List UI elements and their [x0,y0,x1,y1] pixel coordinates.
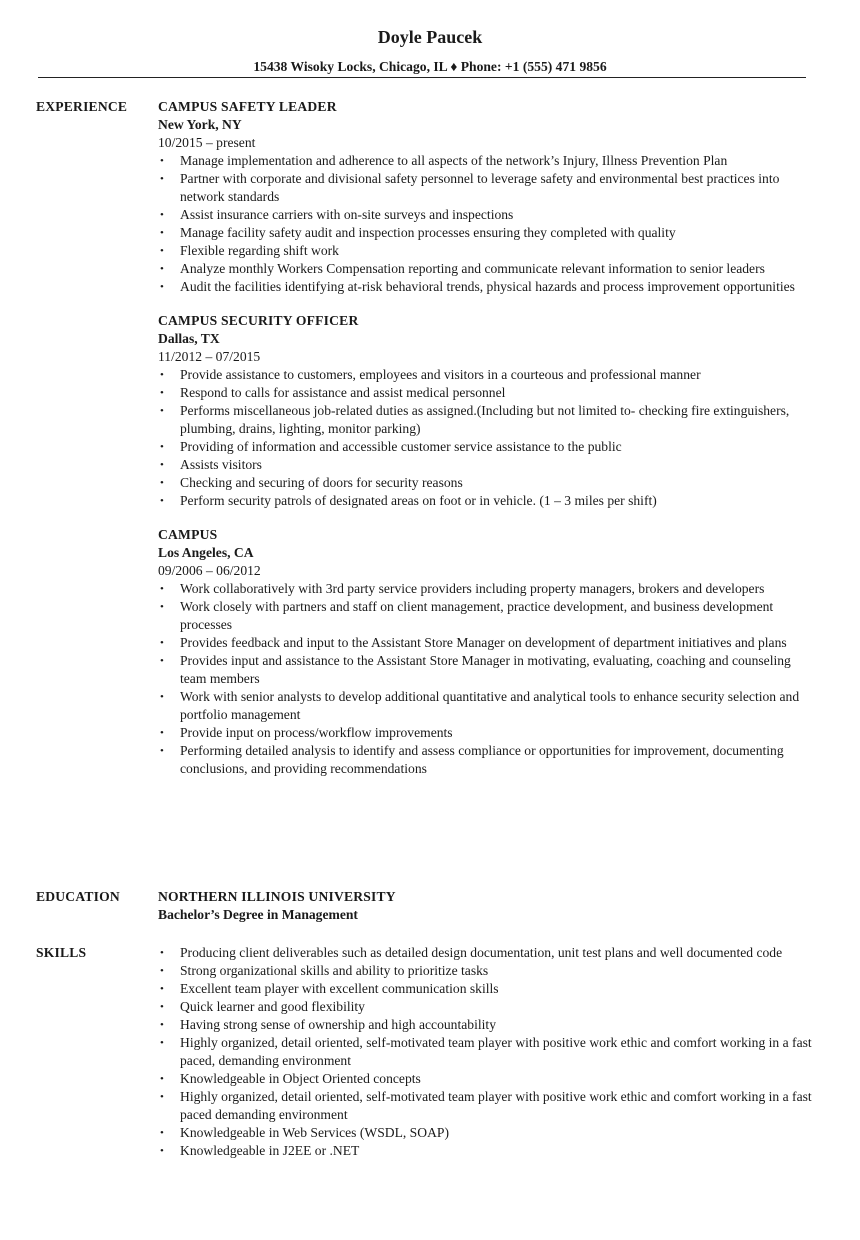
list-item: • Performs miscellaneous job-related duties as assigned.(Including but not limited to- checking fire extinguishers, plumbing, drains, lighting, monitor parking) [158,402,818,438]
list-item: • Manage facility safety audit and inspection processes ensuring they completed with quality [158,224,818,242]
list-item: • Assists visitors [158,456,818,474]
job-entry [158,312,818,510]
job-title: CAMPUS SECURITY OFFICER [158,313,359,328]
list-item: • Knowledgeable in Object Oriented concepts [158,1070,818,1088]
list-item: • Work with senior analysts to develop additional quantitative and analytical tools to enhance security selection and portfolio management [158,688,818,724]
skills-heading: SKILLS [36,945,87,960]
list-item: • Highly organized, detail oriented, self-motivated team player with positive work ethic and comfort working in a fast paced, demanding environment [158,1034,818,1070]
job-entry [158,98,818,296]
list-item: • Having strong sense of ownership and high accountability [158,1016,818,1034]
list-item: • Respond to calls for assistance and assist medical personnel [158,384,818,402]
experience-heading: EXPERIENCE [36,99,128,114]
job-entry [158,526,818,778]
job-bullets [158,366,818,510]
job-dates: 11/2012 – 07/2015 [158,349,261,364]
list-item: • Excellent team player with excellent communication skills [158,980,818,998]
job-bullets [158,152,818,296]
list-item: • Audit the facilities identifying at-risk behavioral trends, physical hazards and process improvement opportunities [158,278,818,296]
candidate-name: Doyle Paucek [377,27,483,47]
list-item: • Producing client deliverables such as detailed design documentation, unit test plans and well documented code [158,944,818,962]
degree: Bachelor’s Degree in Management [158,907,358,922]
list-item: • Highly organized, detail oriented, self-motivated team player with positive work ethic and comfort working in a fast paced demanding environment [158,1088,818,1124]
list-item: • Perform security patrols of designated areas on foot or in vehicle. (1 – 3 miles per shift) [158,492,818,510]
job-location: New York, NY [158,117,242,132]
experience-body [158,98,818,778]
list-item: • Knowledgeable in J2EE or .NET [158,1142,818,1160]
list-item: • Provides feedback and input to the Assistant Store Manager on development of department initiatives and plans [158,634,818,652]
list-item: • Assist insurance carriers with on-site surveys and inspections [158,206,818,224]
list-item: • Partner with corporate and divisional safety personnel to leverage safety and environmental best practices into network standards [158,170,818,206]
job-title: CAMPUS SAFETY LEADER [158,99,337,114]
list-item: • Flexible regarding shift work [158,242,818,260]
list-item: • Quick learner and good flexibility [158,998,818,1016]
list-item: • Work collaboratively with 3rd party service providers including property managers, brokers and developers [158,580,818,598]
job-location: Dallas, TX [158,331,220,346]
job-title: CAMPUS [158,527,218,542]
list-item: • Checking and securing of doors for security reasons [158,474,818,492]
job-dates: 09/2006 – 06/2012 [158,563,261,578]
job-location: Los Angeles, CA [158,545,254,560]
list-item: • Knowledgeable in Web Services (WSDL, SOAP) [158,1124,818,1142]
list-item: • Provides input and assistance to the Assistant Store Manager in motivating, evaluating, coaching and counseling team members [158,652,818,688]
list-item: • Strong organizational skills and ability to prioritize tasks [158,962,818,980]
job-dates: 10/2015 – present [158,135,256,150]
education-body [158,888,818,924]
education-heading: EDUCATION [36,889,120,904]
header-divider [38,77,806,78]
list-item: • Analyze monthly Workers Compensation reporting and communicate relevant information to senior leaders [158,260,818,278]
contact-line: 15438 Wisoky Locks, Chicago, IL ♦ Phone: +1 (555) 471 9856 [253,59,607,74]
school-name: NORTHERN ILLINOIS UNIVERSITY [158,889,396,904]
list-item: • Manage implementation and adherence to all aspects of the network’s Injury, Illness Prevention Plan [158,152,818,170]
list-item: • Provide assistance to customers, employees and visitors in a courteous and professional manner [158,366,818,384]
job-bullets [158,580,818,778]
list-item: • Work closely with partners and staff on client management, practice development, and business development processes [158,598,818,634]
skills-body [158,944,818,1160]
skills-list [158,944,818,1160]
list-item: • Performing detailed analysis to identify and assess compliance or opportunities for improvement, documenting conclusions, and providing recommendations [158,742,818,778]
list-item: • Providing of information and accessible customer service assistance to the public [158,438,818,456]
list-item: • Provide input on process/workflow improvements [158,724,818,742]
